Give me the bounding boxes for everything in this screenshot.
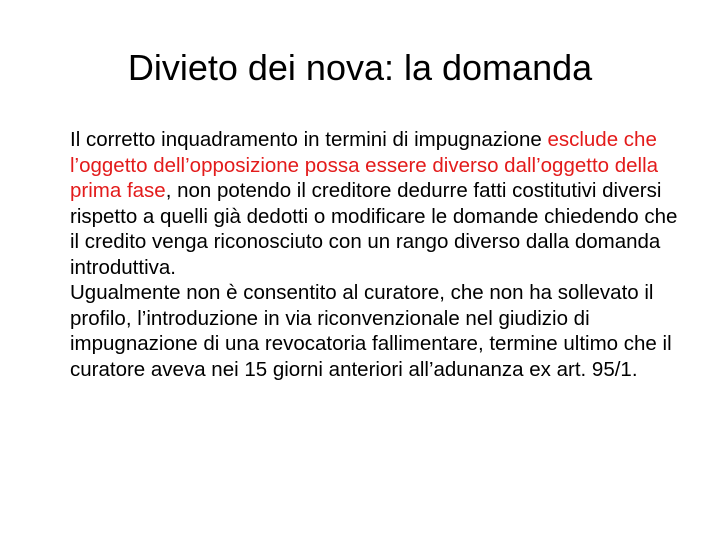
paragraph-1-highlight: esclude che l’oggetto dell’opposizione possa essere diverso dall’oggetto della prima fase: [70, 128, 659, 202]
paragraph-1-rest: , non potendo il creditore dedurre fatti costitutivi diversi rispetto a quelli già dedotti o modificare le domande chiedendo che il credito venga riconosciuto con un rango diverso dalla domanda introduttiva.: [70, 179, 678, 279]
paragraph-1-intro: Il corretto inquadramento in termini di impugnazione: [70, 128, 548, 151]
slide-body: [70, 127, 682, 382]
slide-title: Divieto dei nova: la domanda: [127, 47, 593, 88]
paragraph-2: Ugualmente non è consentito al curatore, che non ha sollevato il profilo, l’introduzione in via riconvenzionale nel giudizio di impugnazione di una revocatoria fallimentare, termine ultimo che il curatore aveva nei 15 giorni anteriori all’adunanza ex art. 95/1.: [70, 281, 672, 381]
paragraph-1: [70, 127, 682, 280]
